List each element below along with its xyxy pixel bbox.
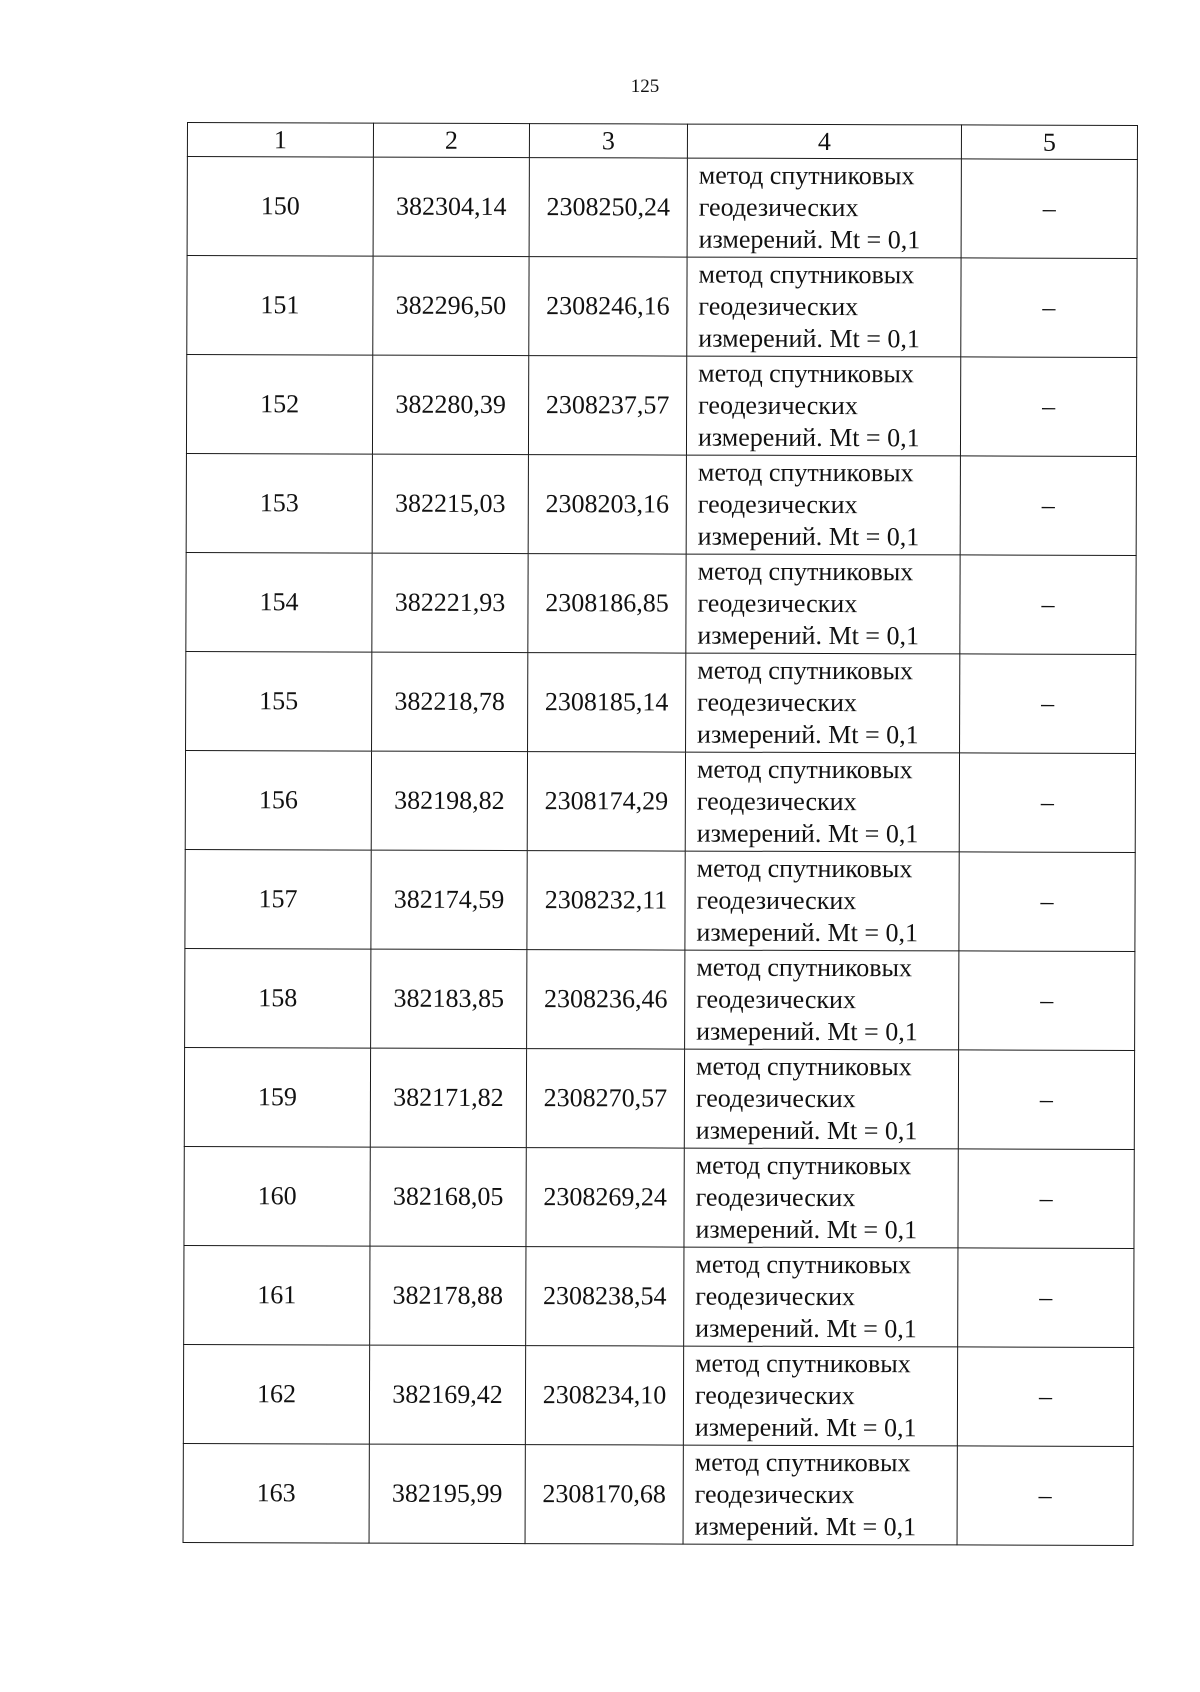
- method-line: геодезических: [695, 1281, 856, 1312]
- method-line: метод спутниковых: [698, 160, 915, 191]
- page-number: 125: [630, 76, 660, 97]
- point-number-cell: 151: [187, 256, 373, 356]
- method-line: метод спутниковых: [696, 754, 913, 785]
- table-row: [185, 750, 1135, 852]
- method-cell: [684, 1148, 958, 1248]
- method-cell: [685, 950, 959, 1050]
- y-coordinate-cell: 2308246,16: [529, 257, 687, 356]
- description-cell: –: [959, 852, 1135, 952]
- method-line: измерений. Mt = 0,1: [695, 1313, 917, 1344]
- method-line: измерений. Mt = 0,1: [697, 719, 919, 750]
- x-coordinate-cell: 382296,50: [373, 256, 529, 355]
- description-cell: –: [958, 1050, 1134, 1150]
- method-line: измерений. Mt = 0,1: [697, 422, 920, 453]
- description-cell: –: [960, 555, 1136, 655]
- method-line: метод спутниковых: [697, 655, 914, 686]
- method-line: измерений. Mt = 0,1: [695, 1214, 918, 1245]
- method-cell: [686, 554, 960, 654]
- table-row: [186, 453, 1136, 555]
- table-row: [184, 1146, 1134, 1248]
- table-row: [183, 1344, 1133, 1446]
- table-row: [186, 552, 1136, 654]
- description-cell: –: [961, 159, 1137, 259]
- description-cell: –: [958, 1149, 1134, 1249]
- method-line: геодезических: [695, 1083, 856, 1114]
- method-cell: [683, 1445, 957, 1545]
- method-line: метод спутниковых: [698, 259, 915, 290]
- coordinates-table: [183, 122, 1138, 1546]
- method-line: геодезических: [694, 1479, 855, 1510]
- method-cell: [685, 752, 959, 852]
- description-cell: –: [959, 753, 1135, 853]
- x-coordinate-cell: 382280,39: [372, 355, 528, 454]
- method-cell: [686, 356, 960, 456]
- method-line: метод спутниковых: [697, 556, 914, 587]
- method-line: измерений. Mt = 0,1: [696, 1016, 918, 1047]
- method-line: геодезических: [697, 588, 858, 619]
- method-line: измерений. Mt = 0,1: [698, 323, 920, 354]
- y-coordinate-cell: 2308203,16: [528, 455, 686, 554]
- y-coordinate-cell: 2308232,11: [527, 851, 685, 950]
- point-number-cell: 154: [186, 552, 372, 652]
- method-cell: [687, 158, 961, 258]
- method-cell: [684, 1049, 958, 1149]
- point-number-cell: 155: [186, 651, 372, 751]
- x-coordinate-cell: 382218,78: [372, 652, 528, 751]
- y-coordinate-cell: 2308236,46: [527, 950, 685, 1049]
- x-coordinate-cell: 382174,59: [371, 850, 527, 949]
- y-coordinate-cell: 2308250,24: [529, 158, 687, 257]
- table-body: [183, 123, 1137, 1546]
- method-cell: [683, 1346, 957, 1446]
- x-coordinate-cell: 382221,93: [372, 553, 528, 652]
- method-line: геодезических: [696, 786, 857, 817]
- x-coordinate-cell: 382169,42: [369, 1345, 525, 1444]
- method-line: геодезических: [698, 192, 859, 223]
- point-number-cell: 161: [184, 1245, 370, 1345]
- method-line: метод спутниковых: [695, 1051, 912, 1082]
- x-coordinate-cell: 382195,99: [369, 1444, 525, 1543]
- method-line: измерений. Mt = 0,1: [695, 1115, 918, 1146]
- column-header: 1: [187, 123, 373, 158]
- x-coordinate-cell: 382304,14: [373, 157, 529, 256]
- column-header: 4: [687, 124, 961, 159]
- table-row: [184, 1245, 1134, 1347]
- point-number-cell: 160: [184, 1146, 370, 1246]
- x-coordinate-cell: 382215,03: [372, 454, 528, 553]
- description-cell: –: [958, 1248, 1134, 1348]
- method-line: геодезических: [697, 489, 858, 520]
- method-line: измерений. Mt = 0,1: [697, 620, 920, 651]
- point-number-cell: 156: [185, 750, 371, 850]
- method-line: геодезических: [696, 984, 857, 1015]
- point-number-cell: 159: [184, 1047, 370, 1147]
- y-coordinate-cell: 2308270,57: [526, 1049, 684, 1148]
- description-cell: –: [957, 1446, 1133, 1546]
- description-cell: –: [960, 654, 1136, 754]
- method-line: измерений. Mt = 0,1: [698, 224, 921, 255]
- method-cell: [686, 455, 960, 555]
- method-line: метод спутниковых: [695, 1348, 911, 1379]
- method-line: измерений. Mt = 0,1: [696, 818, 919, 849]
- method-line: геодезических: [694, 1380, 855, 1411]
- method-line: метод спутниковых: [696, 853, 913, 884]
- point-number-cell: 152: [186, 355, 372, 455]
- x-coordinate-cell: 382178,88: [370, 1246, 526, 1345]
- method-line: измерений. Mt = 0,1: [697, 521, 920, 552]
- method-line: метод спутниковых: [697, 457, 914, 488]
- y-coordinate-cell: 2308186,85: [528, 554, 686, 653]
- table-row: [185, 849, 1135, 951]
- point-number-cell: 162: [183, 1344, 369, 1444]
- method-line: геодезических: [698, 390, 858, 421]
- method-line: измерений. Mt = 0,1: [696, 917, 919, 948]
- table-row: [185, 948, 1135, 1050]
- y-coordinate-cell: 2308185,14: [528, 653, 686, 752]
- x-coordinate-cell: 382171,82: [370, 1048, 526, 1147]
- method-line: геодезических: [698, 291, 859, 322]
- x-coordinate-cell: 382168,05: [370, 1147, 526, 1246]
- point-number-cell: 163: [183, 1443, 369, 1543]
- table-row: [187, 157, 1137, 259]
- description-cell: –: [961, 258, 1137, 358]
- table-header-row: [187, 123, 1137, 160]
- table-row: [187, 256, 1137, 358]
- description-cell: –: [960, 456, 1136, 556]
- y-coordinate-cell: 2308174,29: [527, 752, 685, 851]
- method-line: метод спутниковых: [695, 1150, 912, 1181]
- table-row: [183, 1443, 1133, 1545]
- column-header: 5: [961, 125, 1137, 160]
- method-line: геодезических: [695, 1182, 856, 1213]
- column-header: 2: [373, 123, 529, 157]
- method-line: измерений. Mt = 0,1: [694, 1412, 917, 1443]
- point-number-cell: 150: [187, 157, 373, 257]
- y-coordinate-cell: 2308170,68: [525, 1445, 683, 1544]
- method-cell: [684, 1247, 958, 1347]
- method-cell: [685, 851, 959, 951]
- x-coordinate-cell: 382183,85: [371, 949, 527, 1048]
- table-row: [186, 355, 1136, 457]
- table-row: [184, 1047, 1134, 1149]
- point-number-cell: 157: [185, 849, 371, 949]
- method-line: геодезических: [696, 885, 857, 916]
- point-number-cell: 158: [185, 948, 371, 1048]
- method-line: метод спутниковых: [694, 1447, 911, 1478]
- y-coordinate-cell: 2308234,10: [525, 1346, 683, 1445]
- y-coordinate-cell: 2308269,24: [526, 1148, 684, 1247]
- description-cell: –: [960, 357, 1136, 457]
- method-line: геодезических: [697, 687, 857, 718]
- method-line: метод спутниковых: [696, 952, 913, 983]
- x-coordinate-cell: 382198,82: [371, 751, 527, 850]
- y-coordinate-cell: 2308238,54: [526, 1247, 684, 1346]
- method-line: метод спутниковых: [698, 358, 914, 389]
- method-line: измерений. Mt = 0,1: [694, 1511, 917, 1542]
- column-header: 3: [529, 124, 687, 158]
- description-cell: –: [959, 951, 1135, 1051]
- point-number-cell: 153: [186, 453, 372, 553]
- description-cell: –: [957, 1347, 1133, 1447]
- y-coordinate-cell: 2308237,57: [528, 356, 686, 455]
- method-line: метод спутниковых: [695, 1249, 912, 1280]
- table-row: [186, 651, 1136, 753]
- method-cell: [687, 257, 961, 357]
- method-cell: [686, 653, 960, 753]
